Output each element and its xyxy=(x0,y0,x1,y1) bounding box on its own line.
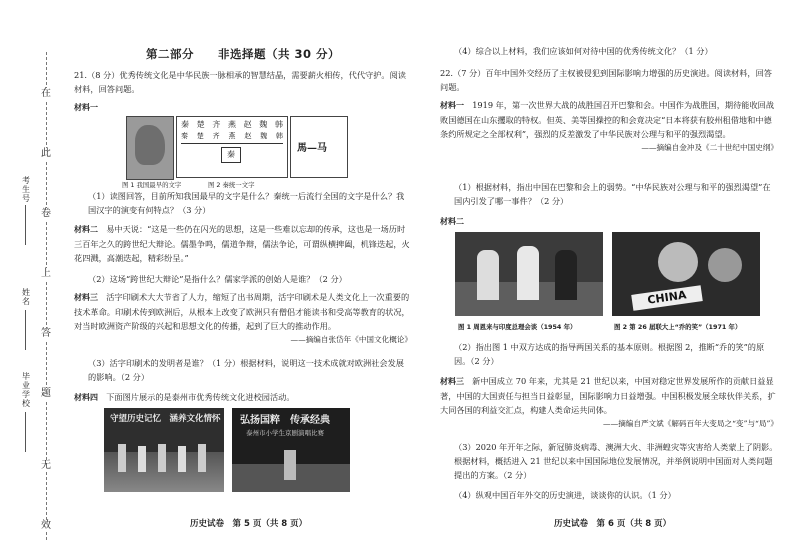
fig2-char: 燕 xyxy=(227,120,236,129)
school-line xyxy=(25,412,26,452)
q21-m2-wrap xyxy=(74,222,412,265)
q21-intro-text: 21.（8 分）优秀传统文化是中华民族一脉相承的智慧结晶，需要薪火相传，代代守护。阅读材料，回答问题。 xyxy=(74,70,406,94)
q21-m1-label-wrap xyxy=(74,100,412,115)
q21-m3-text: 活字印刷术大大节省了人力，缩短了出书周期，活字印刷术是人类文化上一次重要的技术革命。印刷术传到欧洲后，从根本上改变了欧洲只有僧侣才能读书和受高等教育的状况，对当时欧洲资产阶级的兴起和思想文化的传播，起到了巨大的推动作用。 xyxy=(74,292,410,331)
fig2-center-char: 秦 xyxy=(221,147,241,163)
photo1-banner: 守望历史记忆 涵养文化情怀 xyxy=(110,414,221,424)
q22-intro: 22.（7 分）百年中国外交经历了主权被侵犯到国际影响力增强的历史演进。阅读材料，回答问题。 xyxy=(440,68,772,92)
fig2-qin-script xyxy=(176,116,288,178)
name-line xyxy=(25,310,26,350)
q22-m3-text: 新中国成立 70 年来，尤其是 21 世纪以来，中国对稳定世界发展所作的贡献日益显著，中国的大国责任与担当日益彰显，国际影响力日益增强。中国积极发展全球伙伴关系，扩大同各国的利益交汇点，构建人类命运共同体。 xyxy=(440,376,776,415)
q21-q2: （2）这场“跨世纪大辩论”是指什么？儒家学派的创始人是谁？（2 分） xyxy=(88,274,347,284)
material-label: 材料一 xyxy=(440,101,464,110)
fig2-char: 燕 xyxy=(228,132,236,140)
photo3-caption: 图 1 周恩来与印度总理会谈（1954 年） xyxy=(458,323,577,331)
q21-q2-wrap xyxy=(74,272,412,286)
q21-m4-wrap xyxy=(74,390,412,405)
photo2-subtitle: 泰州市小学生京剧演唱比赛 xyxy=(246,429,324,437)
q22-m3-wrap xyxy=(440,374,778,431)
q21-m2 xyxy=(74,222,412,265)
fig2-caption: 图 2 秦统一文字 xyxy=(208,181,255,189)
photo-zhou-enlai-nehru xyxy=(455,232,603,316)
q21-q1: （1）读图回答，目前所知我国最早的文字是什么？秦统一后流行全国的文字是什么？我国汉字的演变有何特点？（3 分） xyxy=(88,191,405,215)
fig2-char: 秦 xyxy=(181,132,188,140)
section-title: 第二部分 非选择题（共 30 分） xyxy=(145,47,340,61)
q21-intro xyxy=(74,68,412,96)
name-label: 姓名 xyxy=(22,288,30,306)
q21-m4-text: 下面图片展示的是泰州市优秀传统文化进校园活动。 xyxy=(106,392,295,402)
q21-q3: （3）活字印刷术的发明者是谁？（1 分）根据材料，说明这一技术成就对欧洲社会发展的影响。（2 分） xyxy=(88,358,404,382)
q22-q3: （3）2020 年开年之际，新冠肺炎病毒、澳洲大火、非洲蝗灾等灾害给人类蒙上了阴影。根据材料，概括进入 21 世纪以来中国国际地位发展情况，并举例说明中国面对人类问题提出的方案。（2 分） xyxy=(454,442,778,480)
q22-q1-wrap xyxy=(440,180,778,208)
photo-qiao-smile xyxy=(612,232,760,316)
q22-q4-wrap xyxy=(440,488,778,502)
material-label: 材料二 xyxy=(440,217,464,226)
photo2-banner: 弘扬国粹 传承经典 xyxy=(240,415,330,426)
footer-left: 历史试卷 第 5 页（共 8 页） xyxy=(190,519,308,529)
fig2-char: 赵 xyxy=(243,120,252,129)
fig2-char: 楚 xyxy=(196,120,205,129)
fig2-char: 魏 xyxy=(260,132,268,140)
q22-q3-wrap xyxy=(440,440,778,482)
fig3-ma-character xyxy=(290,116,348,178)
binding-char: 无 xyxy=(41,460,51,471)
q22-q1: （1）根据材料，指出中国在巴黎和会上的弱势。“中华民族对公理与和平的强烈渴望”在国内引发了哪一事件？（2 分） xyxy=(454,182,771,206)
school-label: 毕业学校 xyxy=(22,372,30,408)
fig1-oracle-bone xyxy=(126,116,174,180)
binding-char: 此 xyxy=(41,148,51,159)
material-label: 材料一 xyxy=(74,103,98,112)
china-sign: CHINA xyxy=(631,285,703,311)
q22-m3 xyxy=(440,374,778,417)
q22-m3-source: ——摘编自严文斌《解码百年大变局之“变”与“局”》 xyxy=(603,419,778,428)
material-label: 材料二 xyxy=(74,225,98,234)
binding-char: 在 xyxy=(41,88,51,99)
material-label: 材料三 xyxy=(440,377,464,386)
fig3-text: 馬—马 xyxy=(297,143,327,154)
fig2-char: 齐 xyxy=(212,132,220,140)
material-label: 材料三 xyxy=(74,293,98,302)
fig2-char: 秦 xyxy=(181,120,189,129)
fig2-char: 魏 xyxy=(259,120,268,129)
q22-q2: （2）指出图 1 中双方达成的指导两国关系的基本原则。根据图 2，推断“乔的笑”的原因。（2 分） xyxy=(454,342,765,366)
binding-strip xyxy=(0,0,62,560)
material-label: 材料四 xyxy=(74,393,98,402)
q22-m1-wrap xyxy=(440,98,778,155)
q21-q1-wrap xyxy=(74,189,412,217)
student-id-label: 考生号 xyxy=(22,176,30,203)
q22-intro-wrap xyxy=(440,66,778,94)
binding-char: 题 xyxy=(41,388,51,399)
q22-q2-wrap xyxy=(440,340,778,368)
q21-m3-wrap xyxy=(74,290,412,347)
binding-char: 答 xyxy=(41,328,51,339)
q21-q4-wrap xyxy=(440,44,778,58)
binding-char: 上 xyxy=(41,268,51,279)
fig2-char: 楚 xyxy=(196,132,204,140)
q21-m3 xyxy=(74,290,412,333)
q22-m2-label-wrap xyxy=(440,214,778,229)
photo4-caption: 图 2 第 26 届联大上“乔的笑”（1971 年） xyxy=(614,323,742,331)
footer-right: 历史试卷 第 6 页（共 8 页） xyxy=(554,519,672,529)
fig2-char: 齐 xyxy=(212,120,221,129)
q22-q4: （4）纵观中国百年外交的历史演进，谈谈你的认识。（1 分） xyxy=(454,490,676,500)
q22-m1-source: ——摘编自金冲及《二十世纪中国史纲》 xyxy=(641,143,778,152)
fig1-caption: 图 1 我国最早的文字 xyxy=(122,181,182,189)
student-id-line xyxy=(25,205,26,245)
q21-m2-text: 易中天说：“这是一些仍在闪光的思想，这是一些难以忘却的传承，这也是一场历时三百年之久的跨世纪大辩论。儒墨争鸣，儒道争辩，儒法争论，可谓纵横捭阖，机锋迭起，火花四溅，高潮迭起，精彩纷呈。” xyxy=(74,224,410,263)
binding-char: 卷 xyxy=(41,208,51,219)
q21-q4: （4）综合以上材料，我们应该如何对待中国的优秀传统文化？（1 分） xyxy=(454,46,713,56)
photo-activity-2 xyxy=(232,408,350,492)
photo-activity-1 xyxy=(104,408,224,492)
q22-m1-text: 1919 年，第一次世界大战的战胜国召开巴黎和会。中国作为战胜国，期待能收回战败国德国在山东攫取的特权。但英、美等国操控的和会竟决定“日本将获有胶州租借地和中德条约所规定之全部权利”，强烈的反差激发了中华民族对公理与和平的强烈渴望。 xyxy=(440,100,775,139)
fig2-char: 韩 xyxy=(274,120,283,129)
q21-m4 xyxy=(74,390,412,405)
q22-m1 xyxy=(440,98,778,141)
fig2-char: 赵 xyxy=(244,132,252,140)
fig2-char: 韩 xyxy=(275,132,283,140)
q21-m3-source: ——摘编自张岱年《中国文化概论》 xyxy=(290,335,412,344)
binding-char: 效 xyxy=(41,520,51,531)
q21-q3-wrap xyxy=(74,356,412,384)
